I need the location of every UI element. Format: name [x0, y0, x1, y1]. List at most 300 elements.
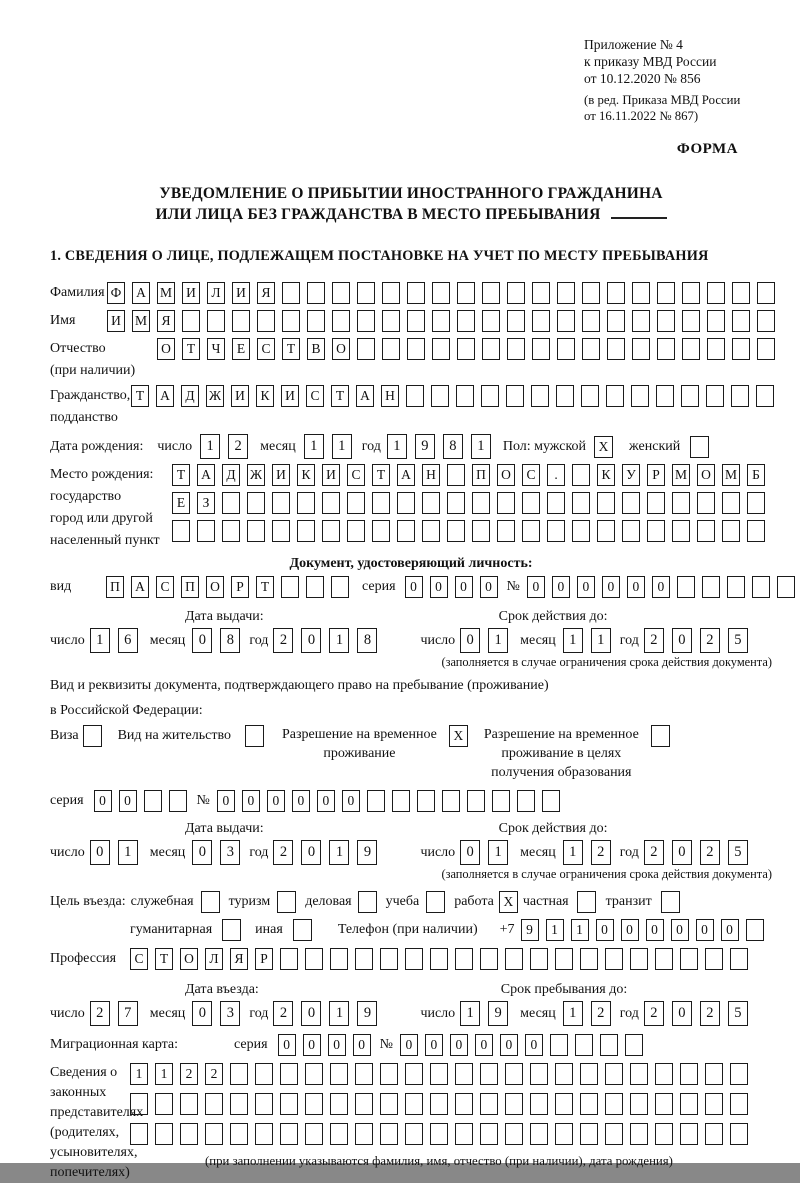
citizenship-row [50, 385, 772, 429]
char-cell [447, 492, 465, 514]
char-cell [431, 385, 449, 407]
doc-valid-until-group: число 0 1 месяц 1 1 год 2 0 2 5 [420, 628, 747, 653]
char-cell [705, 1093, 723, 1115]
series-label: серия [362, 579, 396, 594]
char-cell [330, 1063, 348, 1085]
char-cell: И [322, 464, 340, 486]
char-cell [657, 338, 675, 360]
char-cell [455, 1123, 473, 1145]
char-cell: М [672, 464, 690, 486]
char-cell: Я [230, 948, 248, 970]
char-cell [607, 282, 625, 304]
char-cell [180, 1093, 198, 1115]
char-cell [757, 310, 775, 332]
profession-row [50, 948, 772, 970]
char-cell [207, 310, 225, 332]
char-cell: 0 [500, 1034, 518, 1056]
char-cell [405, 1063, 423, 1085]
char-cell: 1 [591, 628, 611, 653]
char-cell: Д [181, 385, 199, 407]
char-cell [680, 948, 698, 970]
char-cell: К [597, 464, 615, 486]
char-cell [457, 310, 475, 332]
annex-line: Приложение № 4 [584, 37, 683, 52]
char-cell [582, 282, 600, 304]
char-cell [155, 1123, 173, 1145]
char-cell [557, 310, 575, 332]
tourism-checkbox [277, 891, 296, 913]
char-cell: С [156, 576, 174, 598]
char-cell [455, 1093, 473, 1115]
patronymic-row [50, 338, 772, 382]
char-cell [331, 576, 349, 598]
char-cell [657, 282, 675, 304]
char-cell [372, 492, 390, 514]
char-cell: 2 [273, 628, 293, 653]
char-cell [697, 520, 715, 542]
char-cell [305, 1063, 323, 1085]
char-cell [407, 310, 425, 332]
char-cell [681, 385, 699, 407]
char-cell: 0 [192, 840, 212, 865]
day-label: число [157, 438, 193, 454]
char-cell: С [347, 464, 365, 486]
char-cell: М [132, 310, 150, 332]
permit-doc-line1: Вид и реквизиты документа, подтверждающего право на пребывание (проживание) [50, 678, 549, 693]
char-cell: Р [647, 464, 665, 486]
char-cell: С [306, 385, 324, 407]
char-cell: М [722, 464, 740, 486]
char-cell: 2 [273, 840, 293, 865]
permit-valid-until-group: число 0 1 месяц 1 2 год 2 0 2 5 [420, 840, 747, 865]
char-cell [232, 310, 250, 332]
char-cell [557, 282, 575, 304]
char-cell [432, 310, 450, 332]
char-cell: Н [381, 385, 399, 407]
char-cell: Ф [107, 282, 125, 304]
char-cell: 5 [728, 840, 748, 865]
char-cell: 0 [192, 1001, 212, 1026]
char-cell [197, 520, 215, 542]
char-cell [357, 310, 375, 332]
char-cell: 2 [700, 628, 720, 653]
char-cell: 0 [353, 1034, 371, 1056]
char-cell [707, 310, 725, 332]
birthplace-cells-block [172, 464, 765, 542]
char-cell: 1 [563, 840, 583, 865]
char-cell: 2 [644, 840, 664, 865]
annex-block [584, 36, 772, 124]
char-cell [657, 310, 675, 332]
char-cell: Л [205, 948, 223, 970]
profession-cells [130, 948, 748, 970]
char-cell [622, 520, 640, 542]
char-cell [330, 1123, 348, 1145]
char-cell [330, 948, 348, 970]
stay-year-cells [644, 1001, 748, 1026]
char-cell: Д [222, 464, 240, 486]
month-label: месяц [260, 438, 296, 454]
char-cell [481, 385, 499, 407]
char-cell [497, 492, 515, 514]
char-cell: 3 [220, 840, 240, 865]
char-cell [480, 948, 498, 970]
char-cell [482, 310, 500, 332]
char-cell [380, 948, 398, 970]
char-cell: 0 [242, 790, 260, 812]
char-cell [722, 492, 740, 514]
char-cell [322, 492, 340, 514]
char-cell [305, 1093, 323, 1115]
char-cell [357, 338, 375, 360]
legal-reps-cells-block [130, 1063, 748, 1169]
rvp-label: Разрешение на временное проживание [281, 727, 437, 761]
char-cell [281, 576, 299, 598]
doc-issue-day-cells [90, 628, 138, 653]
permit-valid-year-cells [644, 840, 748, 865]
char-cell [457, 282, 475, 304]
patronymic-label: Отчество (при наличии) [50, 341, 136, 378]
char-cell: 2 [591, 1001, 611, 1026]
char-cell [482, 338, 500, 360]
char-cell [705, 1123, 723, 1145]
work-checkbox: X [499, 891, 518, 913]
char-cell [505, 1063, 523, 1085]
identity-doc-heading: Документ, удостоверяющий личность: [289, 556, 533, 571]
char-cell [622, 492, 640, 514]
char-cell [205, 1123, 223, 1145]
validity-note-2: (заполняется в случае ограничения срока действия документа) [441, 867, 772, 881]
char-cell: 1 [200, 434, 220, 459]
char-cell: 1 [130, 1063, 148, 1085]
char-cell [230, 1123, 248, 1145]
char-cell: Ж [206, 385, 224, 407]
char-cell [222, 492, 240, 514]
char-cell [532, 310, 550, 332]
legal-reps-cells-row3 [130, 1123, 748, 1145]
char-cell: 0 [455, 576, 473, 598]
char-cell [505, 948, 523, 970]
char-cell [747, 492, 765, 514]
char-cell: . [547, 464, 565, 486]
char-cell: А [356, 385, 374, 407]
char-cell [752, 576, 770, 598]
phone-label: Телефон (при наличии) [337, 922, 478, 937]
name-cells [107, 310, 775, 332]
char-cell [730, 1093, 748, 1115]
char-cell [417, 790, 435, 812]
char-cell [632, 282, 650, 304]
transit-checkbox [661, 891, 680, 913]
char-cell [522, 520, 540, 542]
char-cell: 0 [267, 790, 285, 812]
char-cell: И [182, 282, 200, 304]
birth-date-label: Дата рождения: [50, 438, 144, 454]
migration-number-cells [400, 1034, 643, 1056]
form-title-line1: УВЕДОМЛЕНИЕ О ПРИБЫТИИ ИНОСТРАННОГО ГРАЖДАНИНА [159, 185, 663, 202]
char-cell [447, 464, 465, 486]
study-checkbox [426, 891, 445, 913]
char-cell [492, 790, 510, 812]
phone-cells [521, 919, 764, 941]
char-cell: О [157, 338, 175, 360]
valid-until-header: Срок действия до: [498, 609, 608, 624]
char-cell: 1 [488, 840, 508, 865]
char-cell [582, 310, 600, 332]
char-cell: 0 [577, 576, 595, 598]
char-cell [532, 338, 550, 360]
male-checkbox: X [594, 436, 613, 458]
char-cell: 0 [552, 576, 570, 598]
permit-issue-day-cells [90, 840, 138, 865]
char-cell [330, 1093, 348, 1115]
entry-month-cells [192, 1001, 240, 1026]
char-cell [556, 385, 574, 407]
citizenship-cells [131, 385, 774, 407]
char-cell: А [156, 385, 174, 407]
char-cell: М [157, 282, 175, 304]
char-cell [672, 492, 690, 514]
char-cell [455, 948, 473, 970]
char-cell: 1 [332, 434, 352, 459]
char-cell [382, 282, 400, 304]
char-cell [672, 520, 690, 542]
char-cell: Р [255, 948, 273, 970]
char-cell [677, 576, 695, 598]
char-cell [630, 1093, 648, 1115]
char-cell [355, 948, 373, 970]
permit-valid-day-cells [460, 840, 508, 865]
annex-note-line: от 16.11.2022 № 867) [584, 109, 699, 123]
char-cell: 6 [118, 628, 138, 653]
char-cell [550, 1034, 568, 1056]
char-cell: 1 [571, 919, 589, 941]
char-cell [257, 310, 275, 332]
permit-issue-year-cells [273, 840, 377, 865]
char-cell: О [332, 338, 350, 360]
char-cell: 0 [527, 576, 545, 598]
char-cell [580, 1123, 598, 1145]
char-cell: 1 [304, 434, 324, 459]
char-cell: 1 [387, 434, 407, 459]
char-cell [555, 948, 573, 970]
char-cell [255, 1123, 273, 1145]
permit-valid-month-cells [563, 840, 611, 865]
entry-date-header: Дата въезда: [185, 982, 259, 997]
char-cell [572, 464, 590, 486]
char-cell: 0 [301, 628, 321, 653]
legal-reps-row [50, 1063, 772, 1183]
char-cell [422, 492, 440, 514]
char-cell [680, 1063, 698, 1085]
stay-until-group: число 1 9 месяц 1 2 год 2 0 2 5 [420, 1001, 747, 1026]
char-cell [705, 948, 723, 970]
doc-valid-day-cells [460, 628, 508, 653]
char-cell: С [257, 338, 275, 360]
char-cell [380, 1123, 398, 1145]
permit-issue-date-group: число 0 1 месяц 0 3 год 2 0 1 9 [50, 840, 377, 865]
char-cell: 0 [90, 840, 110, 865]
private-checkbox [577, 891, 596, 913]
doc-issue-month-cells [192, 628, 240, 653]
char-cell: 0 [278, 1034, 296, 1056]
char-cell: 0 [721, 919, 739, 941]
birth-year-cells [387, 434, 491, 459]
birthplace-label: Место рождения: государство город или другой населенный пункт [50, 467, 160, 548]
char-cell: В [307, 338, 325, 360]
char-cell [280, 948, 298, 970]
char-cell [707, 338, 725, 360]
char-cell [230, 1063, 248, 1085]
char-cell [357, 282, 375, 304]
char-cell [382, 310, 400, 332]
char-cell [355, 1093, 373, 1115]
char-cell: Ч [207, 338, 225, 360]
migration-series-cells [278, 1034, 371, 1056]
char-cell: 2 [591, 840, 611, 865]
char-cell [730, 1063, 748, 1085]
char-cell [607, 310, 625, 332]
char-cell: 0 [525, 1034, 543, 1056]
char-cell: И [232, 282, 250, 304]
char-cell: 0 [480, 576, 498, 598]
char-cell [542, 790, 560, 812]
char-cell: 8 [220, 628, 240, 653]
char-cell [605, 1123, 623, 1145]
char-cell: 2 [700, 840, 720, 865]
char-cell [307, 310, 325, 332]
char-cell [572, 492, 590, 514]
char-cell [572, 520, 590, 542]
char-cell: Л [207, 282, 225, 304]
char-cell: 0 [671, 919, 689, 941]
business-checkbox [358, 891, 377, 913]
birthplace-cells-row2 [172, 492, 765, 514]
char-cell: 0 [596, 919, 614, 941]
char-cell: 0 [475, 1034, 493, 1056]
migration-card-row: Миграционная карта: серия 0 0 0 0 № 0 0 0 0 0 0 [50, 1034, 772, 1056]
char-cell [355, 1063, 373, 1085]
char-cell [597, 520, 615, 542]
char-cell [530, 1093, 548, 1115]
char-cell [532, 282, 550, 304]
char-cell [581, 385, 599, 407]
permit-series-cells [94, 790, 187, 812]
char-cell: 0 [672, 1001, 692, 1026]
char-cell [407, 282, 425, 304]
char-cell: О [206, 576, 224, 598]
char-cell: К [256, 385, 274, 407]
doc-date-headers [50, 606, 772, 628]
char-cell: 0 [425, 1034, 443, 1056]
char-cell: 0 [450, 1034, 468, 1056]
char-cell [555, 1063, 573, 1085]
char-cell [757, 338, 775, 360]
permit-number-cells [217, 790, 560, 812]
char-cell [722, 520, 740, 542]
char-cell: 2 [180, 1063, 198, 1085]
char-cell: П [106, 576, 124, 598]
char-cell [707, 282, 725, 304]
forma-label: ФОРМА [676, 141, 738, 157]
legal-reps-cells-row2 [130, 1093, 748, 1115]
char-cell [430, 948, 448, 970]
permit-dates-row [50, 840, 772, 865]
char-cell [530, 1123, 548, 1145]
permit-series-row: серия 0 0 № 0 0 0 0 0 0 [50, 790, 772, 812]
validity-note: (заполняется в случае ограничения срока действия документа) [441, 655, 772, 669]
char-cell [732, 310, 750, 332]
char-cell: 0 [652, 576, 670, 598]
char-cell [347, 492, 365, 514]
patronymic-cells [157, 338, 775, 360]
char-cell [455, 1063, 473, 1085]
char-cell: 5 [728, 628, 748, 653]
char-cell [456, 385, 474, 407]
char-cell [682, 310, 700, 332]
char-cell: 0 [217, 790, 235, 812]
char-cell [632, 310, 650, 332]
char-cell [655, 1123, 673, 1145]
char-cell [732, 282, 750, 304]
humanitarian-checkbox [222, 919, 241, 941]
char-cell [747, 520, 765, 542]
char-cell: 0 [303, 1034, 321, 1056]
doc-issue-date-group: число 1 6 месяц 0 8 год 2 0 1 8 [50, 628, 377, 653]
doc-type-cells [106, 576, 349, 598]
char-cell: 7 [118, 1001, 138, 1026]
char-cell: Т [182, 338, 200, 360]
char-cell: 1 [488, 628, 508, 653]
char-cell [182, 310, 200, 332]
char-cell: 1 [118, 840, 138, 865]
permit-doc-line2: в Российской Федерации: [50, 703, 203, 718]
char-cell [777, 576, 795, 598]
entry-date-group: число 2 7 месяц 0 3 год 2 0 1 9 [50, 1001, 377, 1026]
char-cell [307, 282, 325, 304]
stay-month-cells [563, 1001, 611, 1026]
char-cell [530, 1063, 548, 1085]
char-cell: Р [231, 576, 249, 598]
char-cell: Т [372, 464, 390, 486]
char-cell [647, 520, 665, 542]
char-cell [305, 948, 323, 970]
char-cell: И [107, 310, 125, 332]
char-cell: П [181, 576, 199, 598]
annex-line: от 10.12.2020 № 856 [584, 71, 701, 86]
char-cell: 2 [90, 1001, 110, 1026]
char-cell: 1 [155, 1063, 173, 1085]
permit-issue-month-cells [192, 840, 240, 865]
char-cell [746, 919, 764, 941]
char-cell: 2 [700, 1001, 720, 1026]
char-cell [406, 385, 424, 407]
official-checkbox [201, 891, 220, 913]
stay-day-cells [460, 1001, 508, 1026]
char-cell: 9 [488, 1001, 508, 1026]
char-cell: 5 [728, 1001, 748, 1026]
char-cell [305, 1123, 323, 1145]
sex-male-label: Пол: мужской [502, 438, 587, 454]
char-cell [392, 790, 410, 812]
char-cell [606, 385, 624, 407]
char-cell: О [497, 464, 515, 486]
name-label: Имя [50, 313, 76, 328]
char-cell [557, 338, 575, 360]
char-cell [380, 1063, 398, 1085]
char-cell [130, 1123, 148, 1145]
char-cell [655, 1063, 673, 1085]
